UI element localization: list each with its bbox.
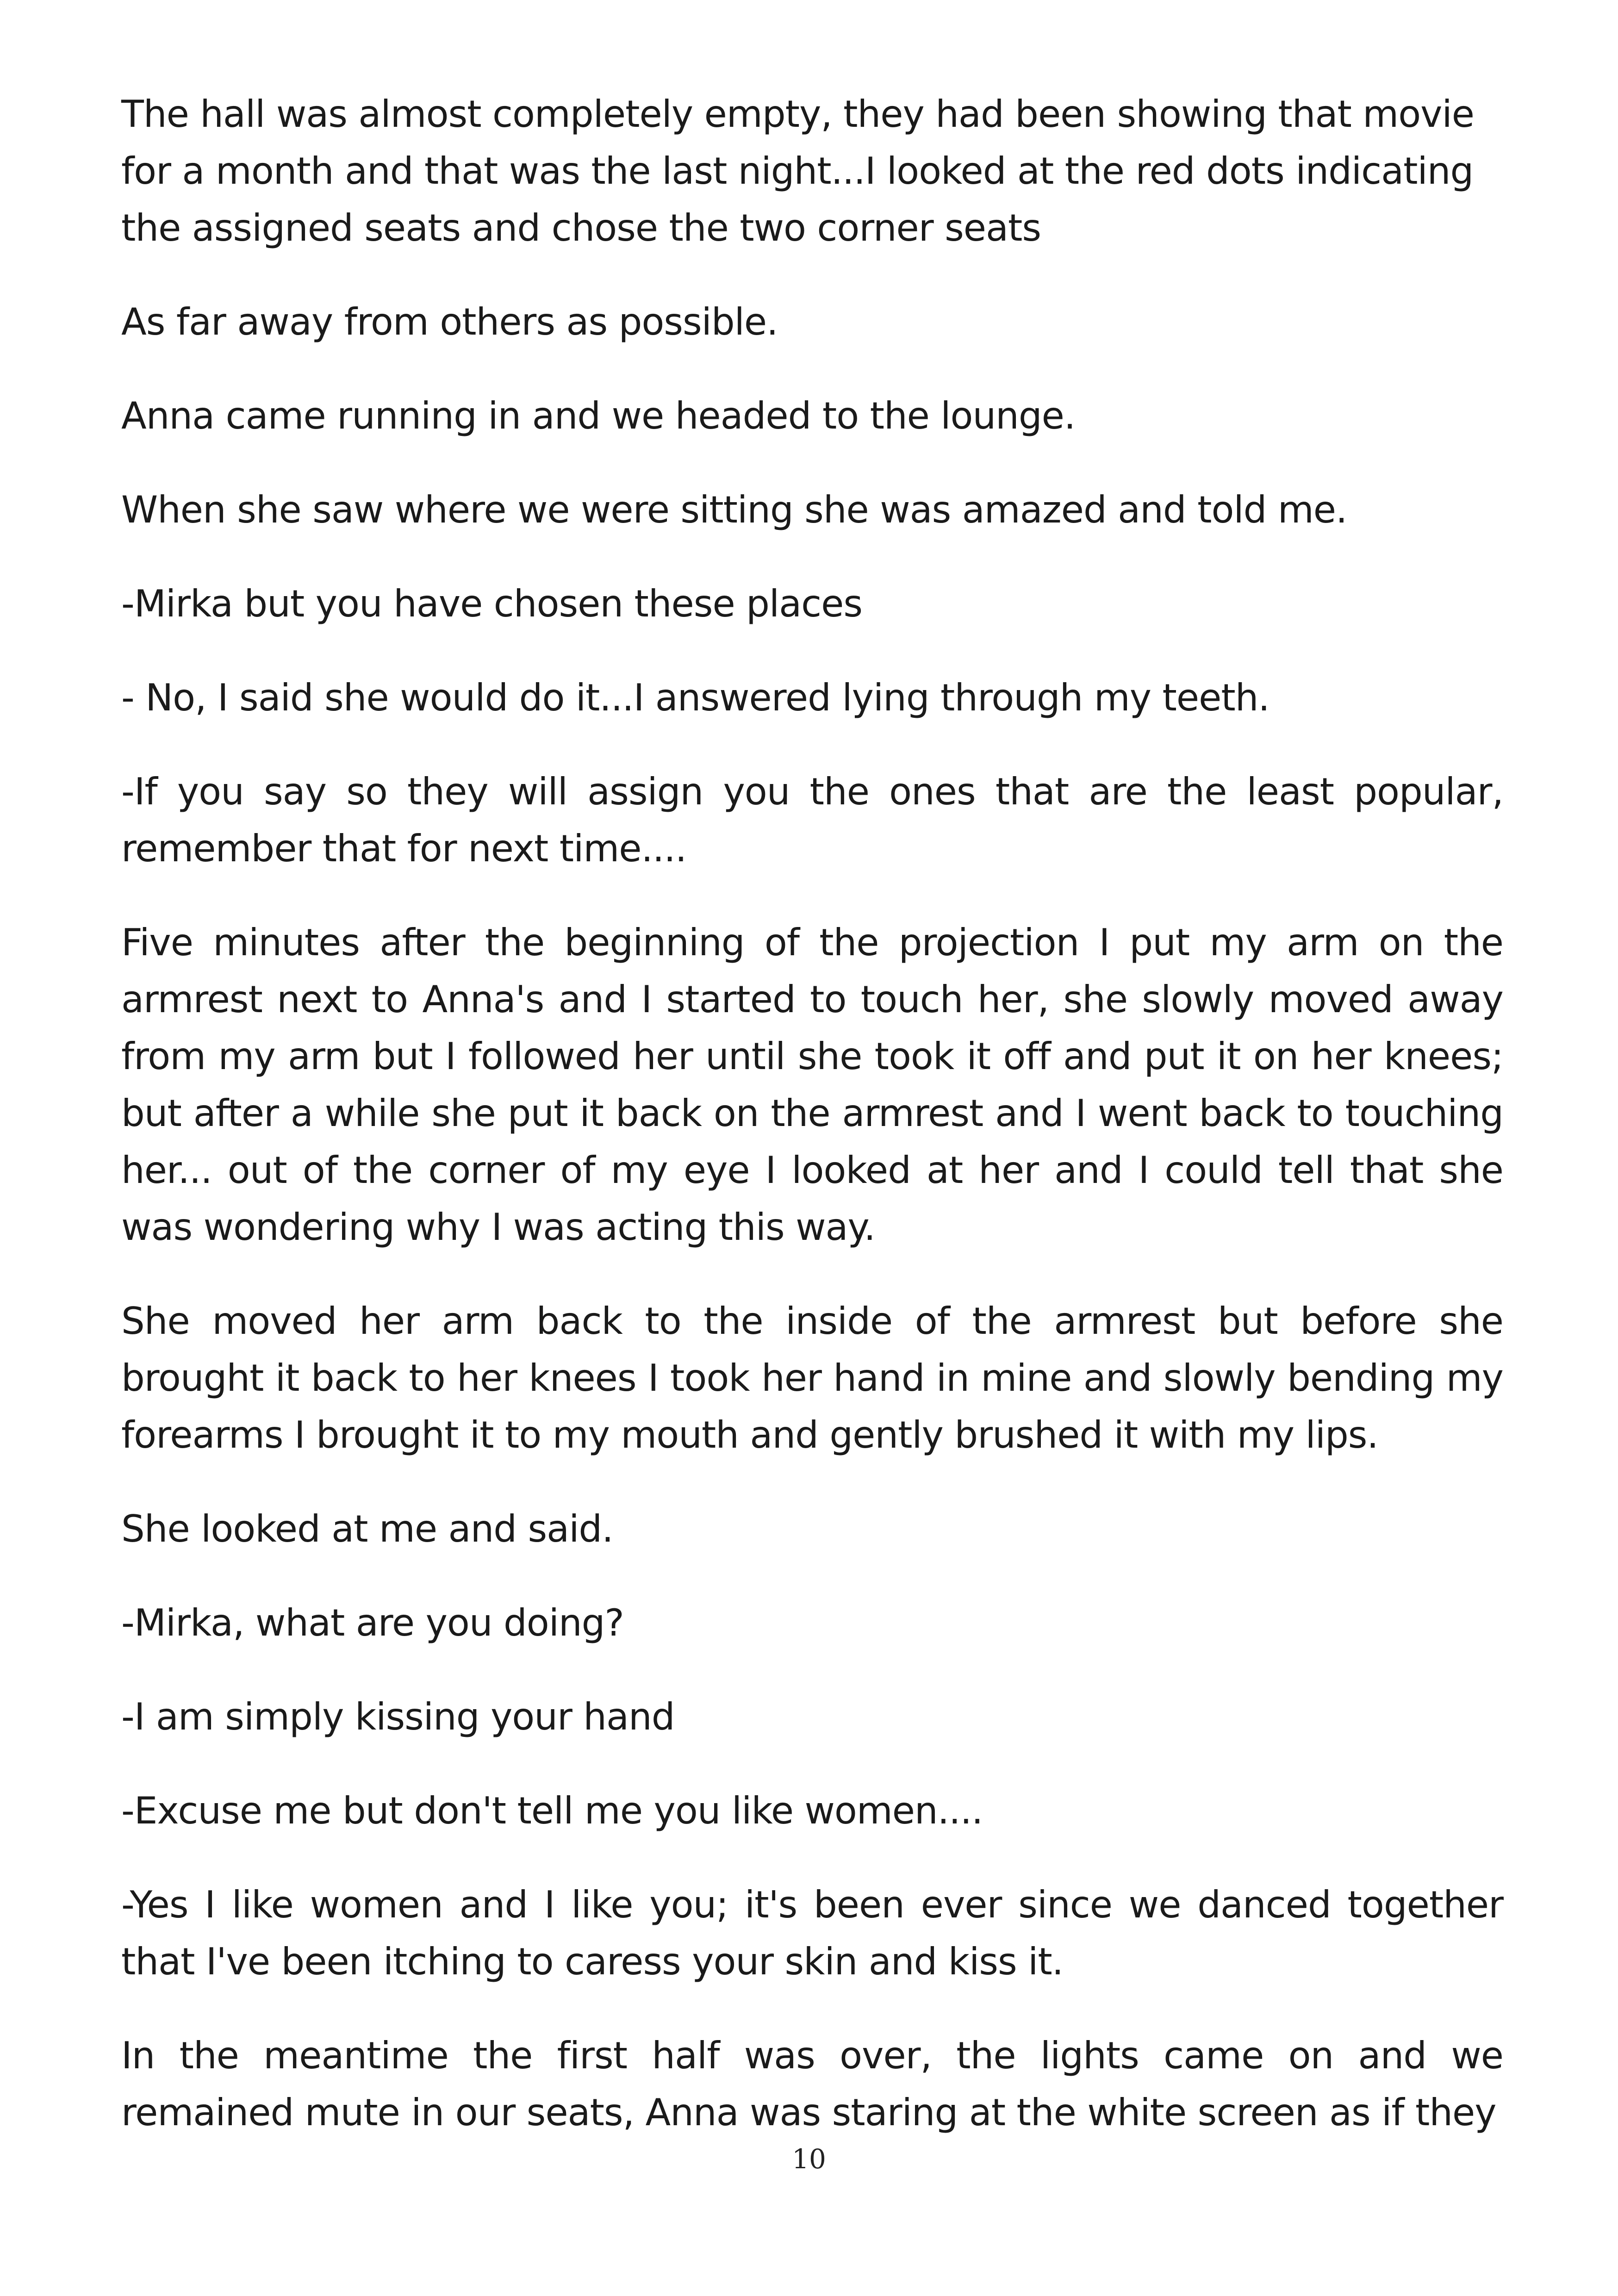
paragraph-11: -Mirka, what are you doing? xyxy=(121,1601,624,1644)
paragraph-2: As far away from others as possible. xyxy=(121,300,778,343)
paragraph-6: - No, I said she would do it...I answered lying through my teeth. xyxy=(121,676,1270,719)
paragraph-5: -Mirka but you have chosen these places xyxy=(121,582,862,625)
page-number: 10 xyxy=(792,2143,826,2175)
paragraph-14: -Yes I like women and I like you; it's been ever since we danced together that I've been itching to caress your skin and kiss it. xyxy=(121,1883,1503,1983)
paragraph-12: -I am simply kissing your hand xyxy=(121,1695,675,1738)
paragraph-3: Anna came running in and we headed to the lounge. xyxy=(121,394,1076,437)
paragraph-7: -If you say so they will assign you the ones that are the least popular, remember that for next time.... xyxy=(121,770,1503,870)
paragraph-1: The hall was almost completely empty, they had been showing that movie for a month and that was the last night...I looked at the red dots indicating the assigned seats and chose the two corner seats xyxy=(121,93,1474,249)
paragraph-10: She looked at me and said. xyxy=(121,1507,613,1550)
paragraph-9: She moved her arm back to the inside of the armrest but before she brought it back to her knees I took her hand in mine and slowly bending my forearms I brought it to my mouth and gently brushed it with my lips. xyxy=(121,1300,1503,1456)
paragraph-8: Five minutes after the beginning of the projection I put my arm on the armrest next to Anna's and I started to touch her, she slowly moved away from my arm but I followed her until she took it off and put it on her knees; but after a while she put it back on the armrest and I went back to touching her... out of the corner of my eye I looked at her and I could tell that she was wondering why I was acting this way. xyxy=(121,921,1503,1249)
paragraph-15: In the meantime the first half was over, the lights came on and we remained mute in our seats, Anna was staring at the white screen as if they xyxy=(121,2034,1503,2134)
paragraph-4: When she saw where we were sitting she was amazed and told me. xyxy=(121,488,1347,531)
document-body xyxy=(121,86,1503,2178)
paragraph-13: -Excuse me but don't tell me you like women.... xyxy=(121,1789,983,1832)
